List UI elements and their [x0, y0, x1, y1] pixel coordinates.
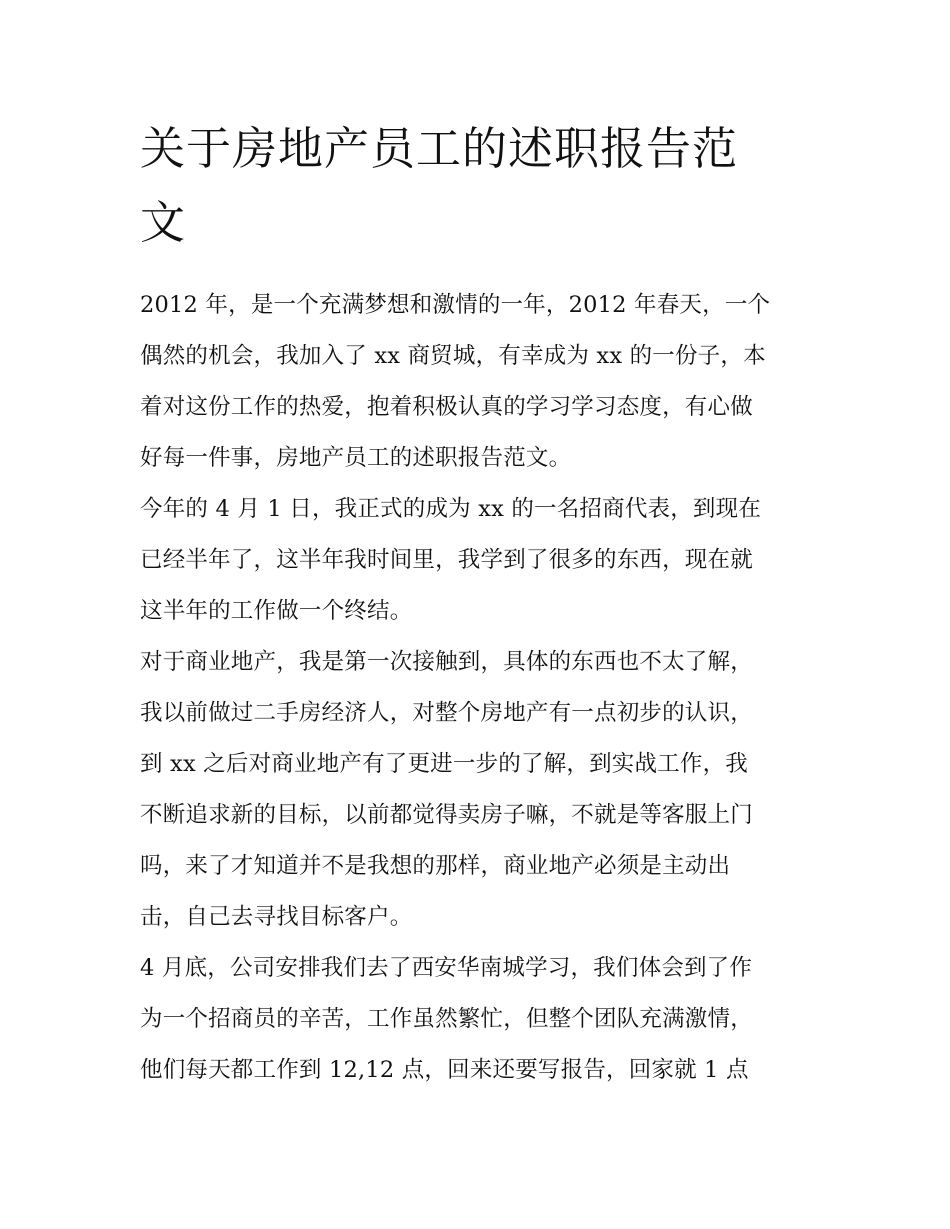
text-line: 到 xx 之后对商业地产有了更进一步的了解，到实战工作，我 [140, 751, 748, 777]
text-line: 不断追求新的目标，以前都觉得卖房子嘛，不就是等客服上门 [140, 802, 753, 828]
text-line: 偶然的机会，我加入了 xx 商贸城，有幸成为 xx 的一份子，本 [140, 343, 766, 369]
text-line: 我以前做过二手房经济人，对整个房地产有一点初步的认识， [140, 700, 753, 726]
text-line: 为一个招商员的辛苦，工作虽然繁忙，但整个团队充满激情， [140, 1006, 753, 1032]
title-line: 文 [140, 196, 187, 249]
paragraph-3 [140, 637, 820, 943]
document-body [140, 280, 820, 1096]
text-line: 击，自己去寻找目标客户。 [140, 904, 413, 930]
text-line: 今年的 4 月 1 日，我正式的成为 xx 的一名招商代表，到现在 [140, 496, 762, 522]
text-line: 好每一件事，房地产员工的述职报告范文。 [140, 445, 572, 471]
text-line: 对于商业地产，我是第一次接触到，具体的东西也不太了解， [140, 649, 753, 675]
text-line: 他们每天都工作到 12,12 点，回来还要写报告，回家就 1 点 [140, 1057, 749, 1083]
paragraph-1 [140, 280, 820, 484]
text-line: 吗，来了才知道并不是我想的那样，商业地产必须是主动出 [140, 853, 731, 879]
paragraph-4 [140, 943, 820, 1096]
text-line: 这半年的工作做一个终结。 [140, 598, 413, 624]
text-line: 已经半年了，这半年我时间里，我学到了很多的东西，现在就 [140, 547, 753, 573]
title-line: 关于房地产员工的述职报告范 [140, 122, 739, 175]
paragraph-2 [140, 484, 820, 637]
text-line: 着对这份工作的热爱，抱着积极认真的学习学习态度，有心做 [140, 394, 753, 420]
text-line: 4 月底，公司安排我们去了西安华南城学习，我们体会到了作 [140, 955, 753, 981]
document-title [140, 112, 820, 260]
document-content [140, 112, 820, 1096]
text-line: 2012 年，是一个充满梦想和激情的一年，2012 年春天，一个 [140, 292, 771, 318]
